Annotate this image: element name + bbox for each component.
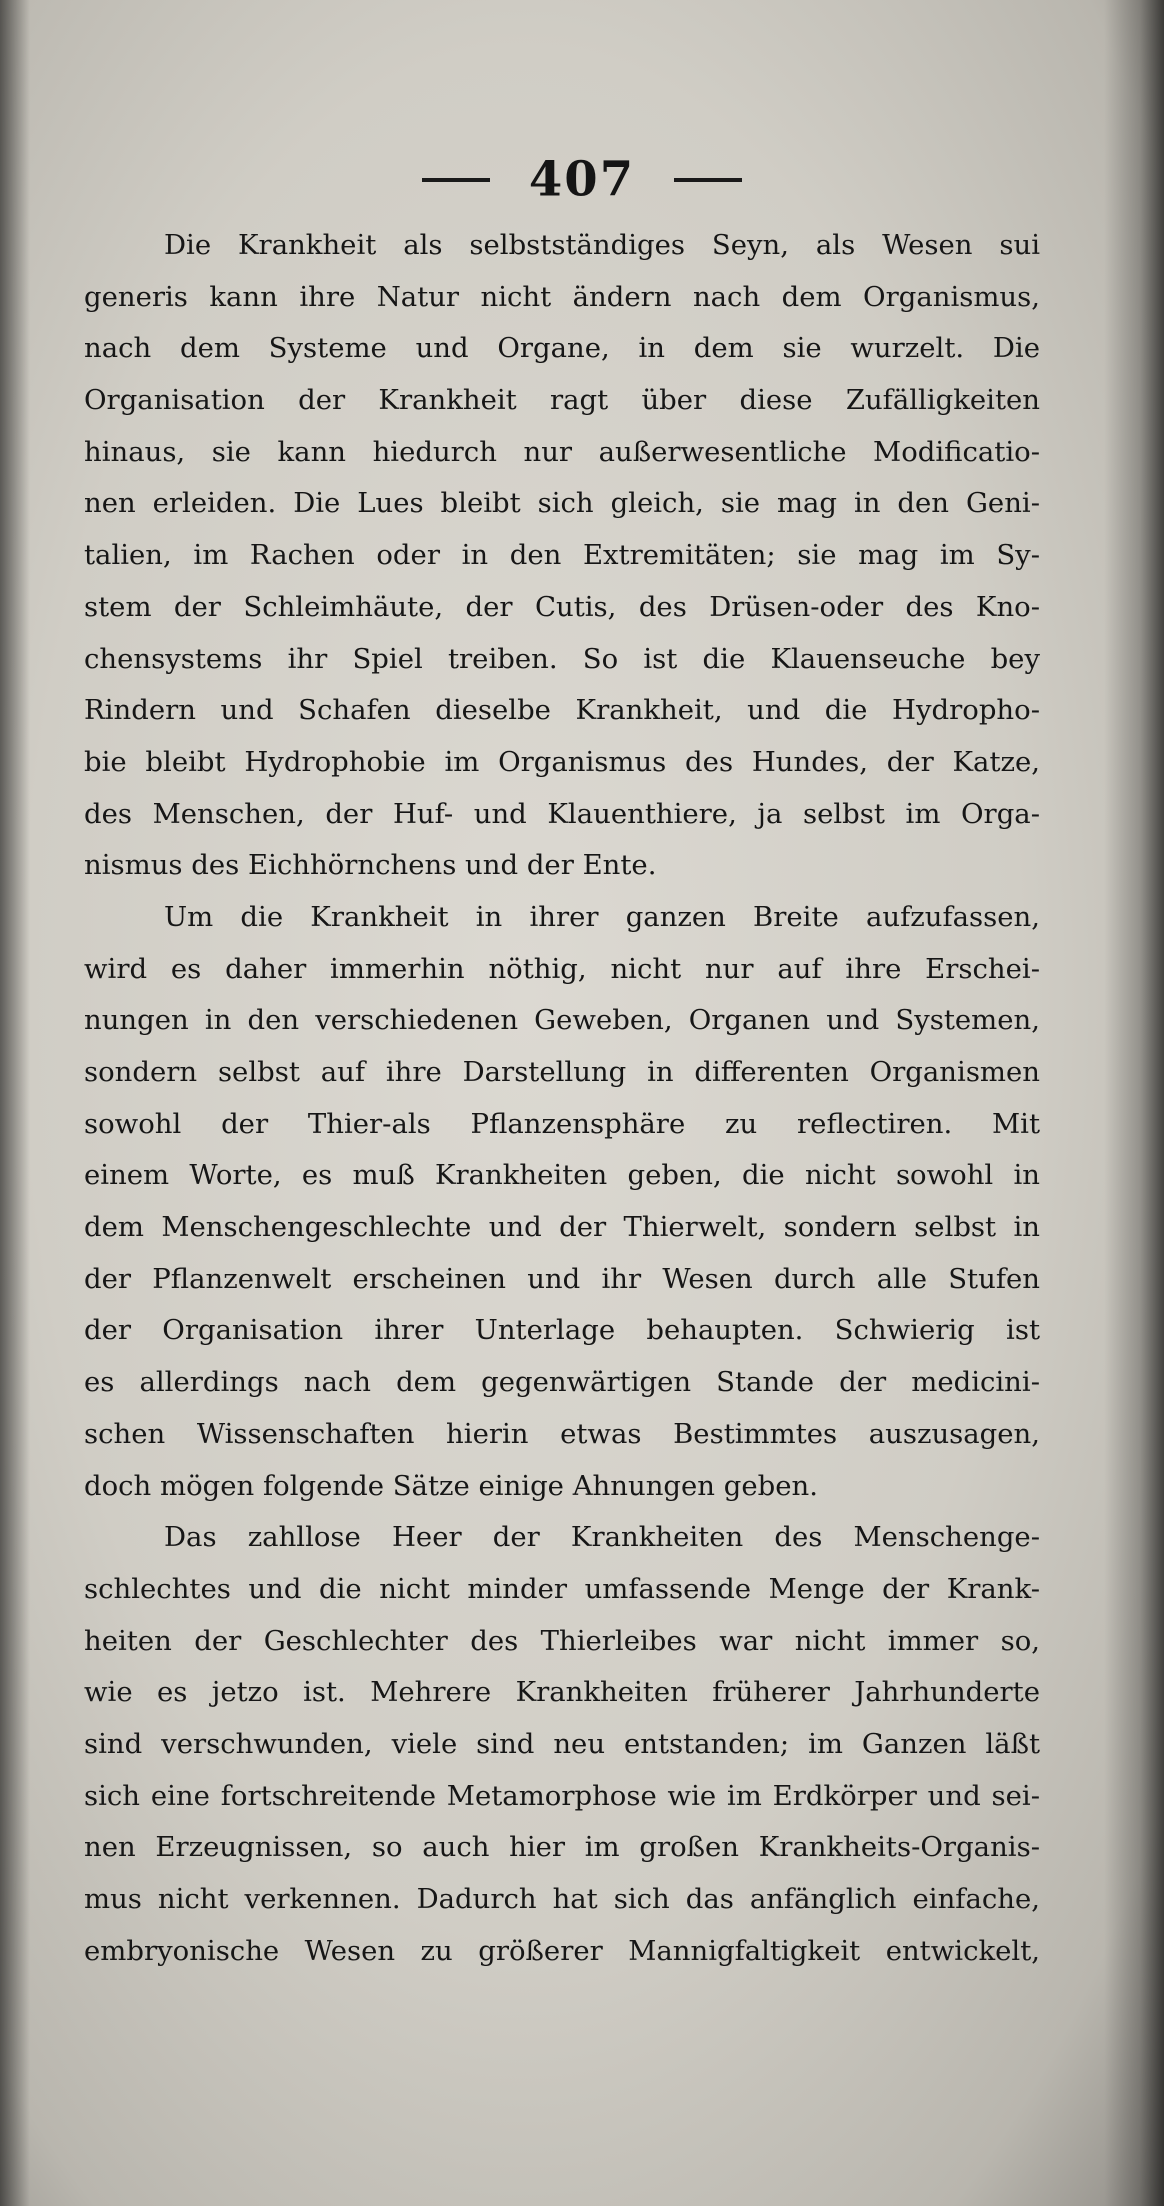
text-line: Organisation der Krankheit ragt über diese Zufälligkeiten [84, 384, 1040, 417]
text-line: mus nicht verkennen. Dadurch hat sich das anfänglich einfache, [84, 1883, 1040, 1915]
text-line: nen Erzeugnissen, so auch hier im großen Krankheits-Organis- [84, 1831, 1040, 1864]
text-line: talien, im Rachen oder in den Extremitäten; sie mag im Sy- [84, 539, 1040, 572]
text-line: sich eine fortschreitende Metamorphose wie im Erdkörper und sei- [84, 1779, 1040, 1812]
page-number: 407 [528, 151, 636, 208]
text-line: sind verschwunden, viele sind neu entstanden; im Ganzen läßt [84, 1727, 1040, 1760]
text-line: stem der Schleimhäute, der Cutis, des Drüsen-oder des Kno- [84, 590, 1040, 623]
text-line: sondern selbst auf ihre Darstellung in differenten Organismen [84, 1056, 1040, 1088]
text-line: wie es jetzo ist. Mehrere Krankheiten früherer Jahrhunderte [84, 1676, 1040, 1709]
text-line: es allerdings nach dem gegenwärtigen Stande der medicini- [84, 1366, 1040, 1399]
text-line: Um die Krankheit in ihrer ganzen Breite aufzufassen, [164, 900, 1040, 933]
text-line: wird es daher immerhin nöthig, nicht nur auf ihre Erschei- [84, 952, 1040, 985]
text-line: einem Worte, es muß Krankheiten geben, die nicht sowohl in [84, 1159, 1040, 1192]
text-line: generis kann ihre Natur nicht ändern nach dem Organismus, [84, 280, 1040, 313]
text-line: der Pflanzenwelt erscheinen und ihr Wesen durch alle Stufen [84, 1262, 1040, 1295]
header-dash-left [422, 178, 490, 182]
text-line: embryonische Wesen zu größerer Mannigfaltigkeit entwickelt, [84, 1934, 1040, 1967]
text-line: hinaus, sie kann hiedurch nur außerwesentliche Modificatio- [84, 435, 1040, 468]
text-line: heiten der Geschlechter des Thierleibes war nicht immer so, [84, 1624, 1040, 1657]
body-text [84, 220, 1040, 1977]
text-line: sowohl der Thier-als Pflanzensphäre zu reflectiren. Mit [84, 1107, 1040, 1140]
text-line: Die Krankheit als selbstständiges Seyn, als Wesen sui [164, 229, 1040, 261]
text-line: schen Wissenschaften hierin etwas Bestimmtes auszusagen, [84, 1417, 1040, 1450]
page-header [0, 148, 1164, 208]
text-line: bie bleibt Hydrophobie im Organismus des Hundes, der Katze, [84, 745, 1040, 778]
text-line: nungen in den verschiedenen Geweben, Organen und Systemen, [84, 1004, 1040, 1037]
text-line: doch mögen folgende Sätze einige Ahnungen geben. [84, 1469, 818, 1502]
text-line: dem Menschengeschlechte und der Thierwelt, sondern selbst in [84, 1211, 1040, 1244]
page-edge-shadow [0, 0, 30, 2206]
text-line: der Organisation ihrer Unterlage behaupten. Schwierig ist [84, 1314, 1040, 1347]
text-line: nismus des Eichhörnchens und der Ente. [84, 849, 657, 882]
text-line: chensystems ihr Spiel treiben. So ist die Klauenseuche bey [84, 642, 1040, 675]
text-line: nach dem Systeme und Organe, in dem sie wurzelt. Die [84, 332, 1040, 365]
header-dash-right [674, 178, 742, 182]
text-line: Das zahllose Heer der Krankheiten des Menschenge- [164, 1521, 1040, 1554]
text-line: Rindern und Schafen dieselbe Krankheit, und die Hydropho- [84, 694, 1040, 727]
text-line: des Menschen, der Huf- und Klauenthiere, ja selbst im Orga- [84, 797, 1040, 830]
text-line: schlechtes und die nicht minder umfassende Menge der Krank- [84, 1572, 1040, 1605]
spine-shadow [1104, 0, 1164, 2206]
text-line: nen erleiden. Die Lues bleibt sich gleich, sie mag in den Geni- [84, 487, 1040, 520]
